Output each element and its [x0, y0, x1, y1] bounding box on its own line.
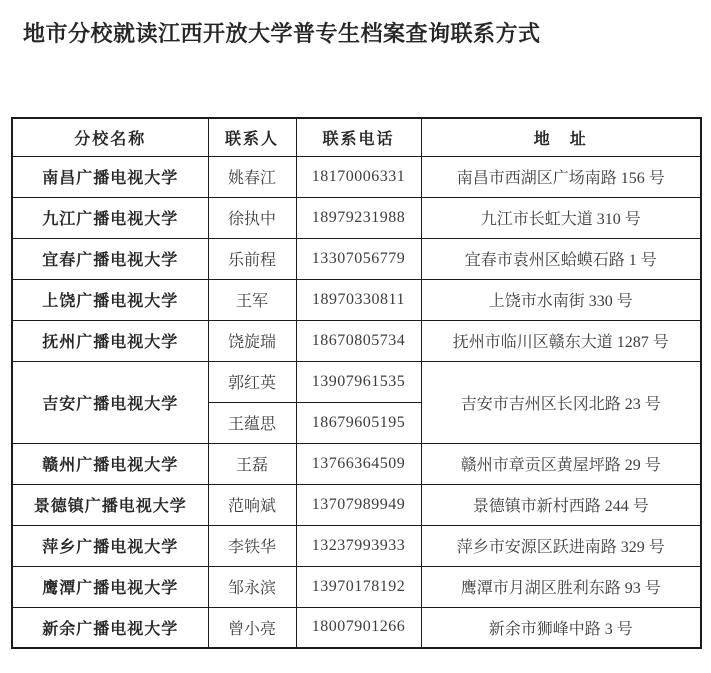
- address-cell: 上饶市水南街 330 号: [421, 279, 701, 320]
- table-row: [12, 443, 701, 484]
- contact-name-cell: 郭红英: [208, 361, 296, 402]
- col-header-school-name: 分校名称: [12, 118, 208, 156]
- address-cell: 吉安市吉州区长冈北路 23 号: [421, 361, 701, 443]
- contact-phone-cell: 18679605195: [296, 402, 421, 443]
- table-header-row: [12, 118, 701, 156]
- table-row: [12, 279, 701, 320]
- contact-name-cell: 范响斌: [208, 484, 296, 525]
- contact-name-cell: 李铁华: [208, 525, 296, 566]
- address-cell: 宜春市袁州区蛤蟆石路 1 号: [421, 238, 701, 279]
- school-name-cell: 萍乡广播电视大学: [12, 525, 208, 566]
- contact-name-cell: 王蕴思: [208, 402, 296, 443]
- address-cell: 鹰潭市月湖区胜利东路 93 号: [421, 566, 701, 607]
- school-name-cell: 上饶广播电视大学: [12, 279, 208, 320]
- address-cell: 南昌市西湖区广场南路 156 号: [421, 156, 701, 197]
- school-name-cell: 吉安广播电视大学: [12, 361, 208, 443]
- contact-name-cell: 王磊: [208, 443, 296, 484]
- table-row: [12, 566, 701, 607]
- table-row: [12, 238, 701, 279]
- contact-name-cell: 徐执中: [208, 197, 296, 238]
- address-cell: 赣州市章贡区黄屋坪路 29 号: [421, 443, 701, 484]
- school-name-cell: 景德镇广播电视大学: [12, 484, 208, 525]
- school-name-cell: 南昌广播电视大学: [12, 156, 208, 197]
- table-row: [12, 361, 701, 402]
- contact-name-cell: 乐前程: [208, 238, 296, 279]
- contact-phone-cell: 18170006331: [296, 156, 421, 197]
- contact-phone-cell: 13766364509: [296, 443, 421, 484]
- table-row: [12, 156, 701, 197]
- contact-name-cell: 王军: [208, 279, 296, 320]
- branch-contact-table: [11, 117, 702, 649]
- contact-phone-cell: 18007901266: [296, 607, 421, 648]
- table-body: [12, 156, 701, 648]
- contact-phone-cell: 13237993933: [296, 525, 421, 566]
- col-header-contact-phone: 联系电话: [296, 118, 421, 156]
- contact-name-cell: 邹永滨: [208, 566, 296, 607]
- contact-phone-cell: 13707989949: [296, 484, 421, 525]
- address-cell: 萍乡市安源区跃进南路 329 号: [421, 525, 701, 566]
- col-header-contact-person: 联系人: [208, 118, 296, 156]
- school-name-cell: 赣州广播电视大学: [12, 443, 208, 484]
- contact-phone-cell: 18970330811: [296, 279, 421, 320]
- address-cell: 九江市长虹大道 310 号: [421, 197, 701, 238]
- contact-phone-cell: 13907961535: [296, 361, 421, 402]
- contact-name-cell: 曾小亮: [208, 607, 296, 648]
- col-header-address: 地 址: [421, 118, 701, 156]
- contact-phone-cell: 13970178192: [296, 566, 421, 607]
- school-name-cell: 鹰潭广播电视大学: [12, 566, 208, 607]
- contact-phone-cell: 18979231988: [296, 197, 421, 238]
- table-row: [12, 197, 701, 238]
- page-title: 地市分校就读江西开放大学普专生档案查询联系方式: [23, 21, 541, 46]
- address-cell: 新余市狮峰中路 3 号: [421, 607, 701, 648]
- address-cell: 景德镇市新村西路 244 号: [421, 484, 701, 525]
- address-cell: 抚州市临川区赣东大道 1287 号: [421, 320, 701, 361]
- contact-phone-cell: 13307056779: [296, 238, 421, 279]
- table-row: [12, 320, 701, 361]
- school-name-cell: 九江广播电视大学: [12, 197, 208, 238]
- table-row: [12, 607, 701, 648]
- table-row: [12, 484, 701, 525]
- contact-name-cell: 饶旋瑞: [208, 320, 296, 361]
- school-name-cell: 抚州广播电视大学: [12, 320, 208, 361]
- contact-name-cell: 姚春江: [208, 156, 296, 197]
- school-name-cell: 宜春广播电视大学: [12, 238, 208, 279]
- table-row: [12, 525, 701, 566]
- school-name-cell: 新余广播电视大学: [12, 607, 208, 648]
- contact-phone-cell: 18670805734: [296, 320, 421, 361]
